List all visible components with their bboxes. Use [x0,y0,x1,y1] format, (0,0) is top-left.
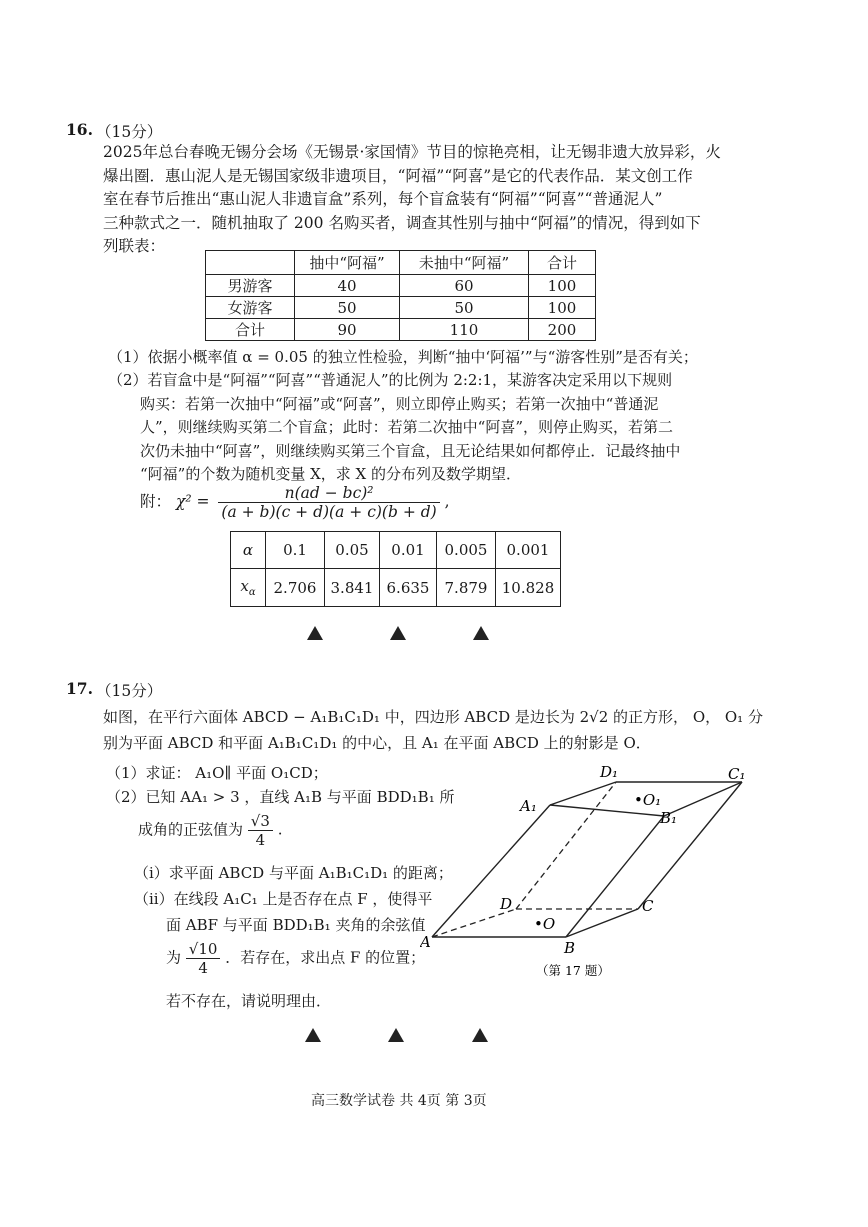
table-cell: α [231,532,266,569]
q17-part2-line: （2）已知 AA₁ > 3 ，直线 A₁B 与平面 BDD₁B₁ 所 [106,788,455,806]
triangle-marker-icon [472,1028,488,1042]
q16-intro-line: 室在春节后推出“惠山泥人非遗盲盒”系列，每个盲盒装有“阿福”“阿喜”“普通泥人” [103,190,663,208]
table-cell: 60 [400,275,529,297]
cosine-fraction [186,940,221,977]
q16-part2-line: 人”，则继续购买第二个盲盒；此时：若第二次抽中“阿喜”，则停止购买，若第二 [140,418,674,436]
q17-part2-sine [138,812,282,849]
table-cell: 合计 [206,319,295,341]
q17-intro-line: 别为平面 ABCD 和平面 A₁B₁C₁D₁ 的中心，且 A₁ 在平面 ABCD 上的射影是 O． [103,734,651,752]
q17-sub-i: （i）求平面 ABCD 与平面 A₁B₁C₁D₁ 的距离； [134,864,453,882]
formula-tail: , [444,492,450,511]
table-cell: 0.1 [266,532,325,569]
formula-denominator: (a + b)(c + d)(a + c)(b + d) [221,503,437,521]
appendix-formula [140,484,450,521]
formula-fraction [218,484,439,521]
formula-numerator: n(ad − bc)² [218,484,439,503]
table-cell: 男游客 [206,275,295,297]
label-C: C [642,897,654,915]
q17-number: 17. [66,679,93,698]
q16-intro [103,141,743,259]
table-row [231,532,561,569]
q16-part2-line: （2）若盲盒中是“阿福”“阿喜”“普通泥人”的比例为 2:2:1，某游客决定采用以下规则 [108,371,673,389]
critical-value-table [230,531,561,607]
table-header-cell [206,251,295,275]
x-alpha-subscript: α [248,587,256,598]
parallelepiped-figure [420,755,760,985]
q17-sub-ii-line: 面 ABF 与平面 BDD₁B₁ 夹角的余弦值 [166,916,426,934]
table-cell: 200 [529,319,596,341]
sine-denominator: 4 [255,831,266,849]
q17-part2-text: 成角的正弦值为 [138,820,244,839]
edge-BB1 [566,816,664,937]
sine-fraction [248,812,273,849]
label-B: B [564,939,576,957]
triangle-marker-icon [388,1028,404,1042]
table-cell [231,569,266,607]
q16-score: （15分） [96,123,163,141]
q16-part2-line: 购买：若第一次抽中“阿福”或“阿喜”，则立即停止购买；若第一次抽中“普通泥 [140,394,659,413]
triangle-marker-icon [305,1028,321,1042]
sine-numerator: √3 [248,812,273,831]
label-C1: C₁ [728,765,746,783]
q17-part1: （1）求证： A₁O∥ 平面 O₁CD； [106,764,328,782]
formula-lhs: χ² = [175,492,210,511]
q17-sub-ii-text: 为 [166,948,182,967]
table-cell: 7.879 [437,569,496,607]
table-cell: 0.05 [325,532,380,569]
table-row [231,569,561,607]
q16-intro-line: 爆出圈．惠山泥人是无锡国家级非遗项目，“阿福”“阿喜”是它的代表作品．某文创工作 [103,166,693,185]
q17-score: （15分） [96,682,163,700]
table-cell: 0.01 [380,532,437,569]
q16-part2-line: “阿福”的个数为随机变量 X，求 X 的分布列及数学期望． [140,465,522,483]
q16-number: 16. [66,120,93,139]
q16-part2-line: 次仍未抽中“阿喜”，则继续购买第三个盲盒，且无论结果如何都停止．记最终抽中 [140,441,681,460]
q16-intro-line: 列联表： [103,237,166,255]
q17-sub-ii-cosine [166,940,425,977]
table-cell: 90 [295,319,400,341]
label-O1: •O₁ [634,791,662,809]
q17-part2-tail: . [277,820,283,839]
label-O: •O [534,915,556,933]
edge-A1D1 [550,782,616,805]
triangle-marker-icon [473,626,489,640]
figure-caption: （第 17 题） [536,963,610,978]
contingency-table [205,250,596,341]
table-row [206,297,596,319]
cosine-denominator: 4 [198,959,208,977]
q17-sub-ii-tail: ．若存在，求出点 F 的位置； [225,948,426,967]
table-cell: 6.635 [380,569,437,607]
table-cell: 3.841 [325,569,380,607]
triangle-marker-icon [307,626,323,640]
table-cell: 100 [529,275,596,297]
x-alpha-label: x [240,577,249,595]
label-D1: D₁ [600,763,619,781]
cosine-numerator: √10 [186,940,221,959]
q17-sub-ii-line: （ii）在线段 A₁C₁ 上是否存在点 F ，使得平 [134,890,433,908]
table-cell: 100 [529,297,596,319]
table-cell: 50 [400,297,529,319]
label-A1: A₁ [520,797,537,815]
page-footer: 高三数学试卷 共 4页 第 3页 [311,1093,487,1109]
q16-part2 [108,369,680,487]
appendix-label: 附： [140,492,172,511]
label-D: D [500,895,513,913]
table-header-cell: 抽中“阿福” [295,251,400,275]
q17-intro-line: 如图，在平行六面体 ABCD − A₁B₁C₁D₁ 中，四边形 ABCD 是边长为 2√2 的正方形， O， O₁ 分 [103,708,763,726]
table-cell: 40 [295,275,400,297]
q16-intro-line: 三种款式之一．随机抽取了 200 名购买者，调查其性别与抽中“阿福”的情况，得到如下 [103,213,701,232]
q16-intro-line: 2025年总台春晚无锡分会场《无锡景·家国情》节目的惊艳亮相，让无锡非遗大放异彩，火 [103,143,721,161]
label-B1: B₁ [660,809,678,827]
table-row [206,275,596,297]
table-cell: 10.828 [496,569,561,607]
table-header-cell: 未抽中“阿福” [400,251,529,275]
table-header-row [206,251,596,275]
triangle-marker-icon [390,626,406,640]
q17-sub-ii-line: 若不存在，请说明理由． [166,992,332,1010]
table-cell: 0.005 [437,532,496,569]
table-header-cell: 合计 [529,251,596,275]
table-cell: 女游客 [206,297,295,319]
table-cell: 50 [295,297,400,319]
table-cell: 110 [400,319,529,341]
table-cell: 2.706 [266,569,325,607]
q16-part1: （1）依据小概率值 α = 0.05 的独立性检验，判断“抽中‘阿福’”与“游客性别”是否有关； [108,348,698,366]
label-A: A [420,933,431,951]
table-cell: 0.001 [496,532,561,569]
table-row [206,319,596,341]
